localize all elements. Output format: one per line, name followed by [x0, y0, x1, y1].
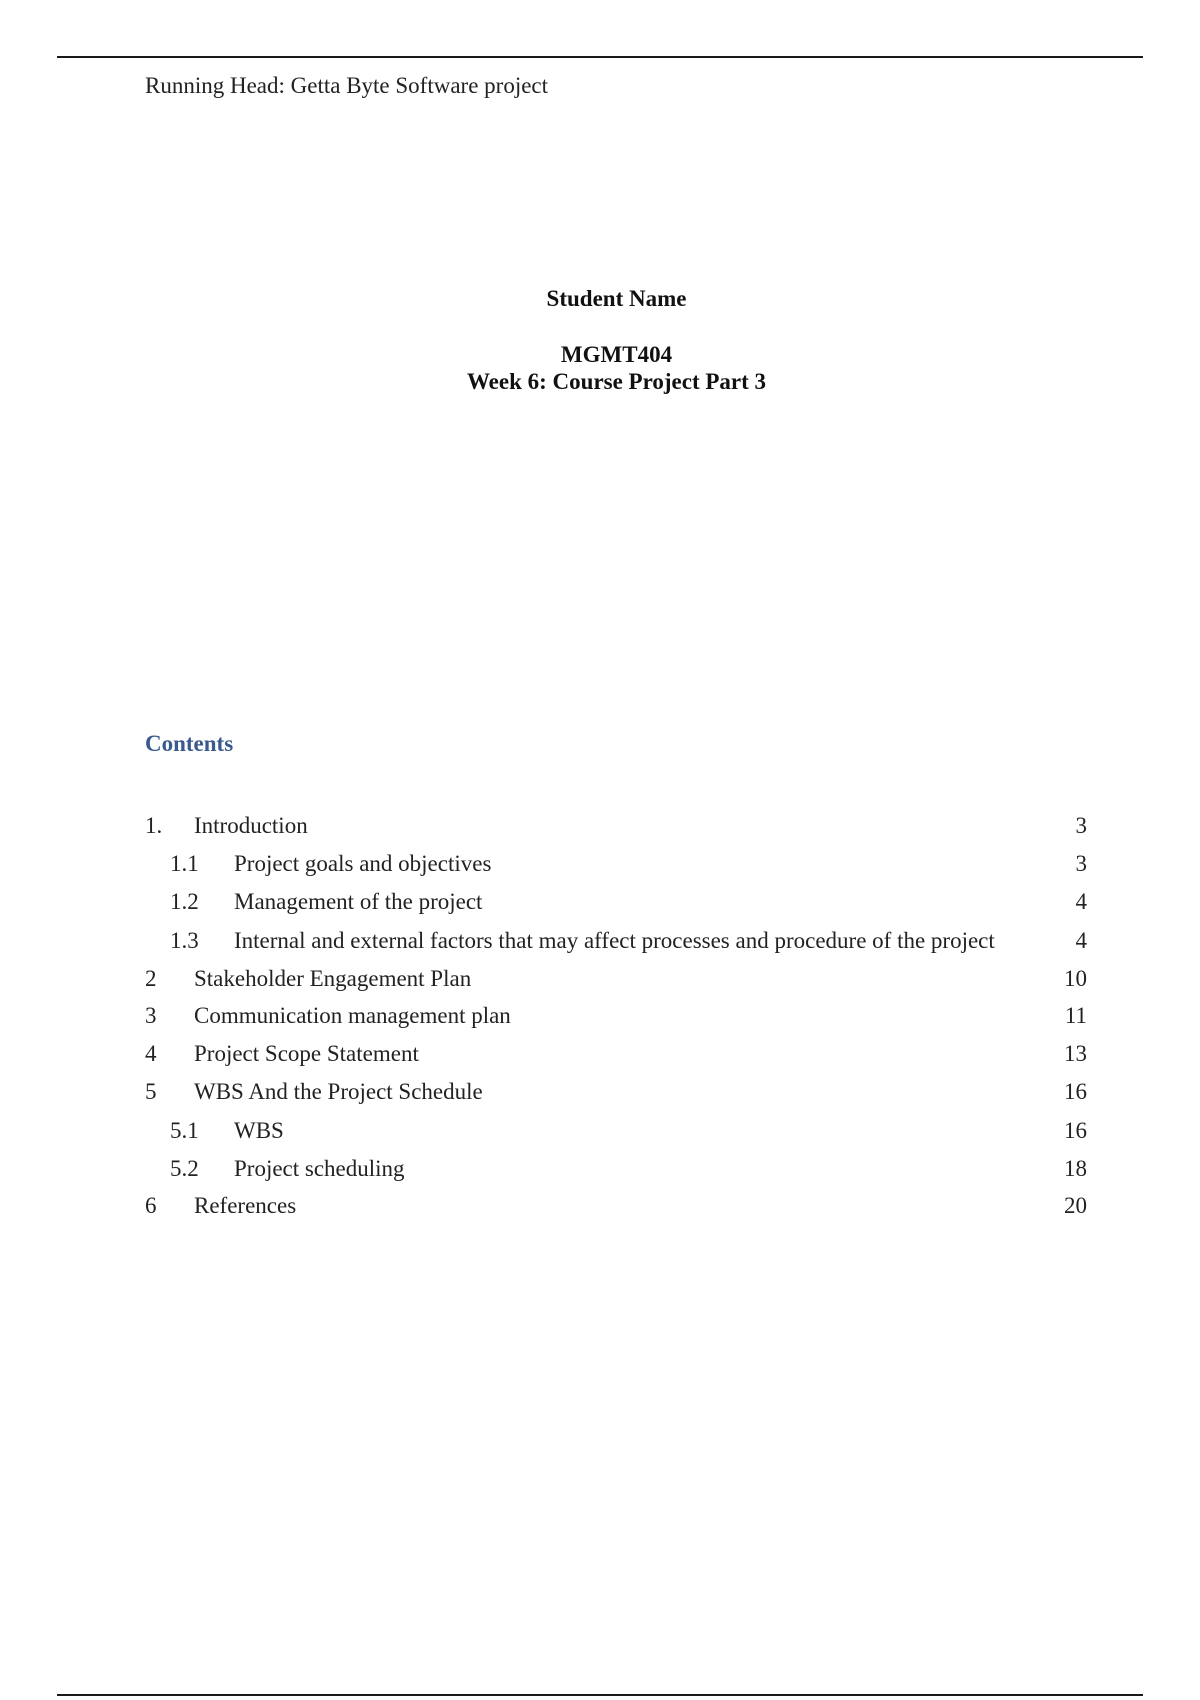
toc-entry-page: 10	[1064, 966, 1087, 991]
toc-entry-page: 18	[1064, 1156, 1087, 1181]
toc-entry-title: Stakeholder Engagement Plan	[194, 966, 472, 991]
toc-entry-title: Project Scope Statement	[194, 1041, 419, 1066]
toc-entry-page: 3	[1075, 813, 1087, 838]
toc-entry-page: 16	[1064, 1118, 1087, 1143]
toc-entry-project-goals[interactable]	[0, 847, 1200, 881]
toc-entry-introduction[interactable]	[0, 809, 1200, 843]
toc-entry-page: 4	[1075, 928, 1087, 953]
toc-entry-number: 6	[145, 1193, 157, 1218]
toc-entry-title: Management of the project	[234, 889, 483, 914]
toc-entry-title: Project scheduling	[234, 1156, 405, 1181]
toc-entry-page: 4	[1075, 889, 1087, 914]
toc-entry-title: References	[194, 1193, 297, 1218]
toc-entry-number: 3	[145, 1003, 157, 1028]
student-name: Student Name	[546, 286, 687, 311]
toc-entry-title: Project goals and objectives	[234, 851, 492, 876]
toc-entry-number: 1.2	[170, 889, 199, 914]
toc-entry-page: 20	[1064, 1193, 1087, 1218]
course-title: Week 6: Course Project Part 3	[466, 369, 767, 394]
toc-entry-scope-statement[interactable]	[0, 1037, 1200, 1071]
toc-entry-references[interactable]	[0, 1189, 1200, 1223]
toc-entry-stakeholder-plan[interactable]	[0, 962, 1200, 996]
toc-entry-number: 5.1	[170, 1118, 199, 1143]
toc-entry-number: 4	[145, 1041, 157, 1066]
toc-entry-title: Communication management plan	[194, 1003, 511, 1028]
toc-entry-number: 1.3	[170, 928, 199, 953]
toc-entry-factors[interactable]	[0, 924, 1200, 958]
contents-heading: Contents	[145, 731, 234, 756]
running-head: Running Head: Getta Byte Software project	[145, 73, 549, 98]
toc-entry-page: 11	[1064, 1003, 1087, 1028]
toc-entry-project-scheduling[interactable]	[0, 1152, 1200, 1186]
bottom-rule	[57, 1694, 1143, 1696]
toc-entry-wbs[interactable]	[0, 1114, 1200, 1148]
toc-entry-number: 2	[145, 966, 157, 991]
toc-entry-wbs-schedule[interactable]	[0, 1075, 1200, 1109]
toc-entry-number: 1.1	[170, 851, 199, 876]
toc-entry-title: WBS	[234, 1118, 284, 1143]
toc-entry-page: 16	[1064, 1079, 1087, 1104]
toc-entry-number: 5	[145, 1079, 157, 1104]
toc-entry-number: 5.2	[170, 1156, 199, 1181]
toc-entry-title: WBS And the Project Schedule	[194, 1079, 483, 1104]
toc-entry-management[interactable]	[0, 885, 1200, 919]
top-rule	[57, 56, 1143, 58]
toc-entry-page: 3	[1075, 851, 1087, 876]
toc-entry-number: 1.	[145, 813, 163, 838]
toc-entry-title: Introduction	[194, 813, 308, 838]
toc-entry-communication-plan[interactable]	[0, 999, 1200, 1033]
toc-entry-page: 13	[1064, 1041, 1087, 1066]
course-code: MGMT404	[560, 342, 673, 367]
toc-entry-title: Internal and external factors that may affect processes and procedure of the project	[234, 928, 995, 953]
